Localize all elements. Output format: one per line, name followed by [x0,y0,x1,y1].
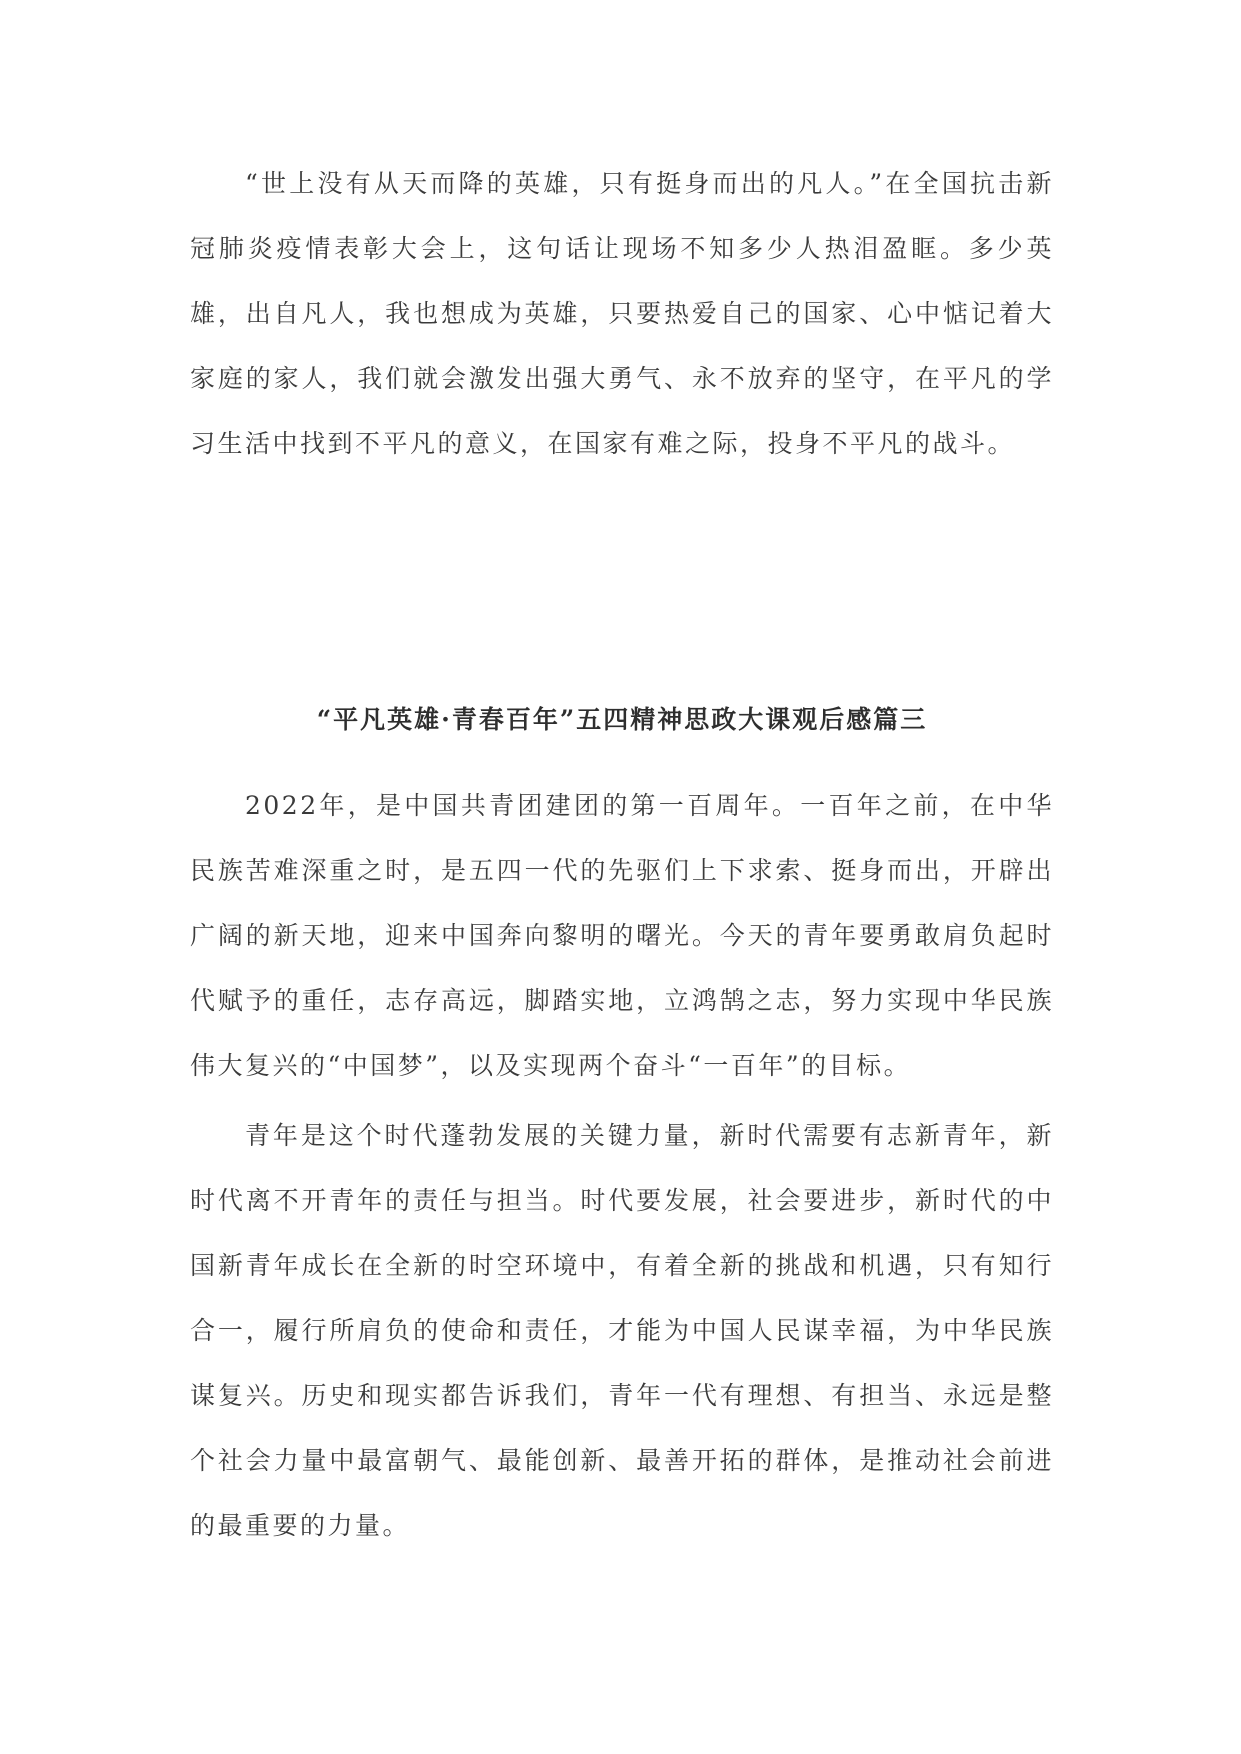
paragraph-3: 青年是这个时代蓬勃发展的关键力量，新时代需要有志新青年，新时代离不开青年的责任与担当。时代要发展，社会要进步，新时代的中国新青年成长在全新的时空环境中，有着全新的挑战和机遇，只有知行合一，履行所肩负的使命和责任，才能为中国人民谋幸福，为中华民族谋复兴。历史和现实都告诉我们，青年一代有理想、有担当、永远是整个社会力量中最富朝气、最能创新、最善开拓的群体，是推动社会前进的最重要的力量。 [190,1121,1054,1540]
paragraph-2: 2022年，是中国共青团建团的第一百周年。一百年之前，在中华民族苦难深重之时，是五四一代的先驱们上下求索、挺身而出，开辟出广阔的新天地，迎来中国奔向黎明的曙光。今天的青年要勇敢肩负起时代赋予的重任，志存高远，脚踏实地，立鸿鹄之志，努力实现中华民族伟大复兴的“中国梦”，以及实现两个奋斗“一百年”的目标。 [190,791,1054,1080]
paragraph-1: “世上没有从天而降的英雄，只有挺身而出的凡人。”在全国抗击新冠肺炎疫情表彰大会上，这句话让现场不知多少人热泪盈眶。多少英雄，出自凡人，我也想成为英雄，只要热爱自己的国家、心中惦记着大家庭的家人，我们就会激发出强大勇气、永不放弃的坚守，在平凡的学习生活中找到不平凡的意义，在国家有难之际，投身不平凡的战斗。 [190,169,1054,458]
section-heading: “平凡英雄·青春百年”五四精神思政大课观后感篇三 [316,705,928,734]
